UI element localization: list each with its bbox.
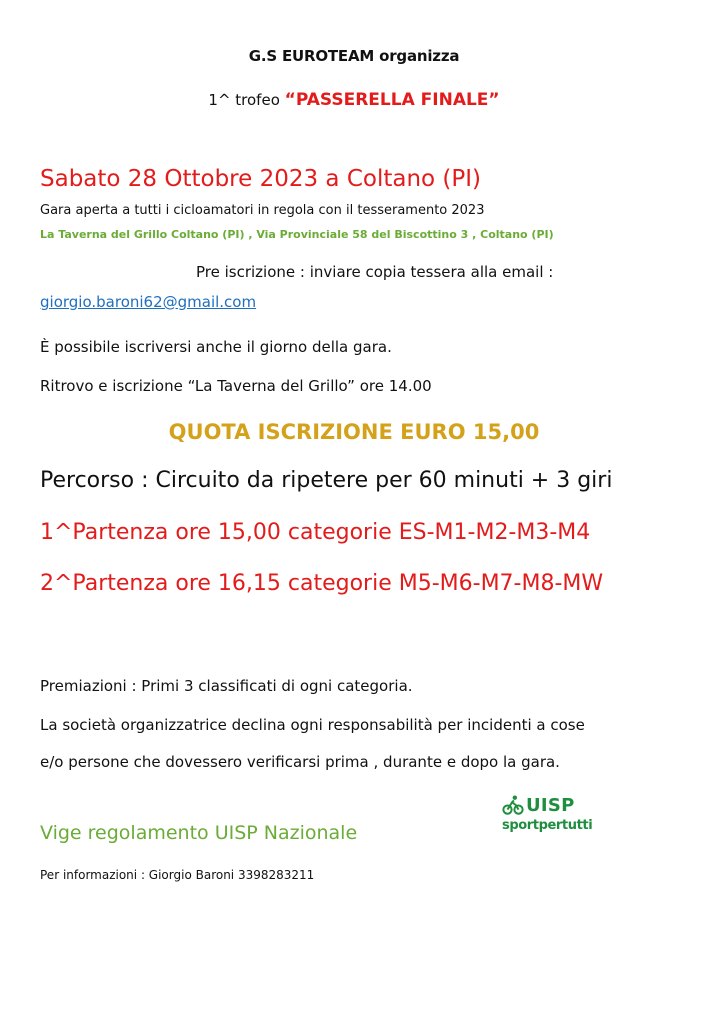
email-link[interactable]: giorgio.baroni62@gmail.com (40, 293, 257, 311)
second-start: 2^Partenza ore 16,15 categorie M5-M6-M7-M8-MW (40, 571, 604, 596)
cyclist-icon (502, 794, 524, 816)
disclaimer-line-1: La società organizzatrice declina ogni responsabilità per incidenti a cose (40, 716, 585, 734)
trophy-title (0, 90, 708, 110)
first-start: 1^Partenza ore 15,00 categorie ES-M1-M2-M3-M4 (40, 520, 591, 545)
route-description: Percorso : Circuito da ripetere per 60 minuti + 3 giri (40, 468, 613, 493)
eligibility-text: Gara aperta a tutti i cicloamatori in regola con il tesseramento 2023 (40, 203, 485, 218)
same-day-registration-text: È possibile iscriversi anche il giorno della gara. (40, 338, 392, 356)
organizer-heading: G.S EUROTEAM organizza (248, 47, 460, 65)
trophy-name: “PASSERELLA FINALE” (284, 90, 500, 110)
trophy-prefix: 1^ trofeo (208, 91, 285, 109)
contact-info: Per informazioni : Giorgio Baroni 3398283211 (40, 868, 315, 882)
logo-name: UISP (526, 794, 575, 816)
meeting-point-text: Ritrovo e iscrizione “La Taverna del Grillo” ore 14.00 (40, 377, 432, 395)
disclaimer-line-2: e/o persone che dovessero verificarsi prima , durante e dopo la gara. (40, 753, 560, 771)
registration-fee: QUOTA ISCRIZIONE EURO 15,00 (168, 420, 540, 444)
event-date: Sabato 28 Ottobre 2023 a Coltano (PI) (40, 166, 482, 192)
uisp-logo (502, 793, 612, 841)
prizes-text: Premiazioni : Primi 3 classificati di ogni categoria. (40, 677, 413, 695)
rules-text: Vige regolamento UISP Nazionale (40, 822, 358, 844)
logo-tagline: sportpertutti (502, 818, 593, 833)
pre-registration-text: Pre iscrizione : inviare copia tessera alla email : (196, 263, 554, 281)
venue-address: La Taverna del Grillo Coltano (PI) , Via Provinciale 58 del Biscottino 3 , Coltano (PI) (40, 228, 554, 241)
